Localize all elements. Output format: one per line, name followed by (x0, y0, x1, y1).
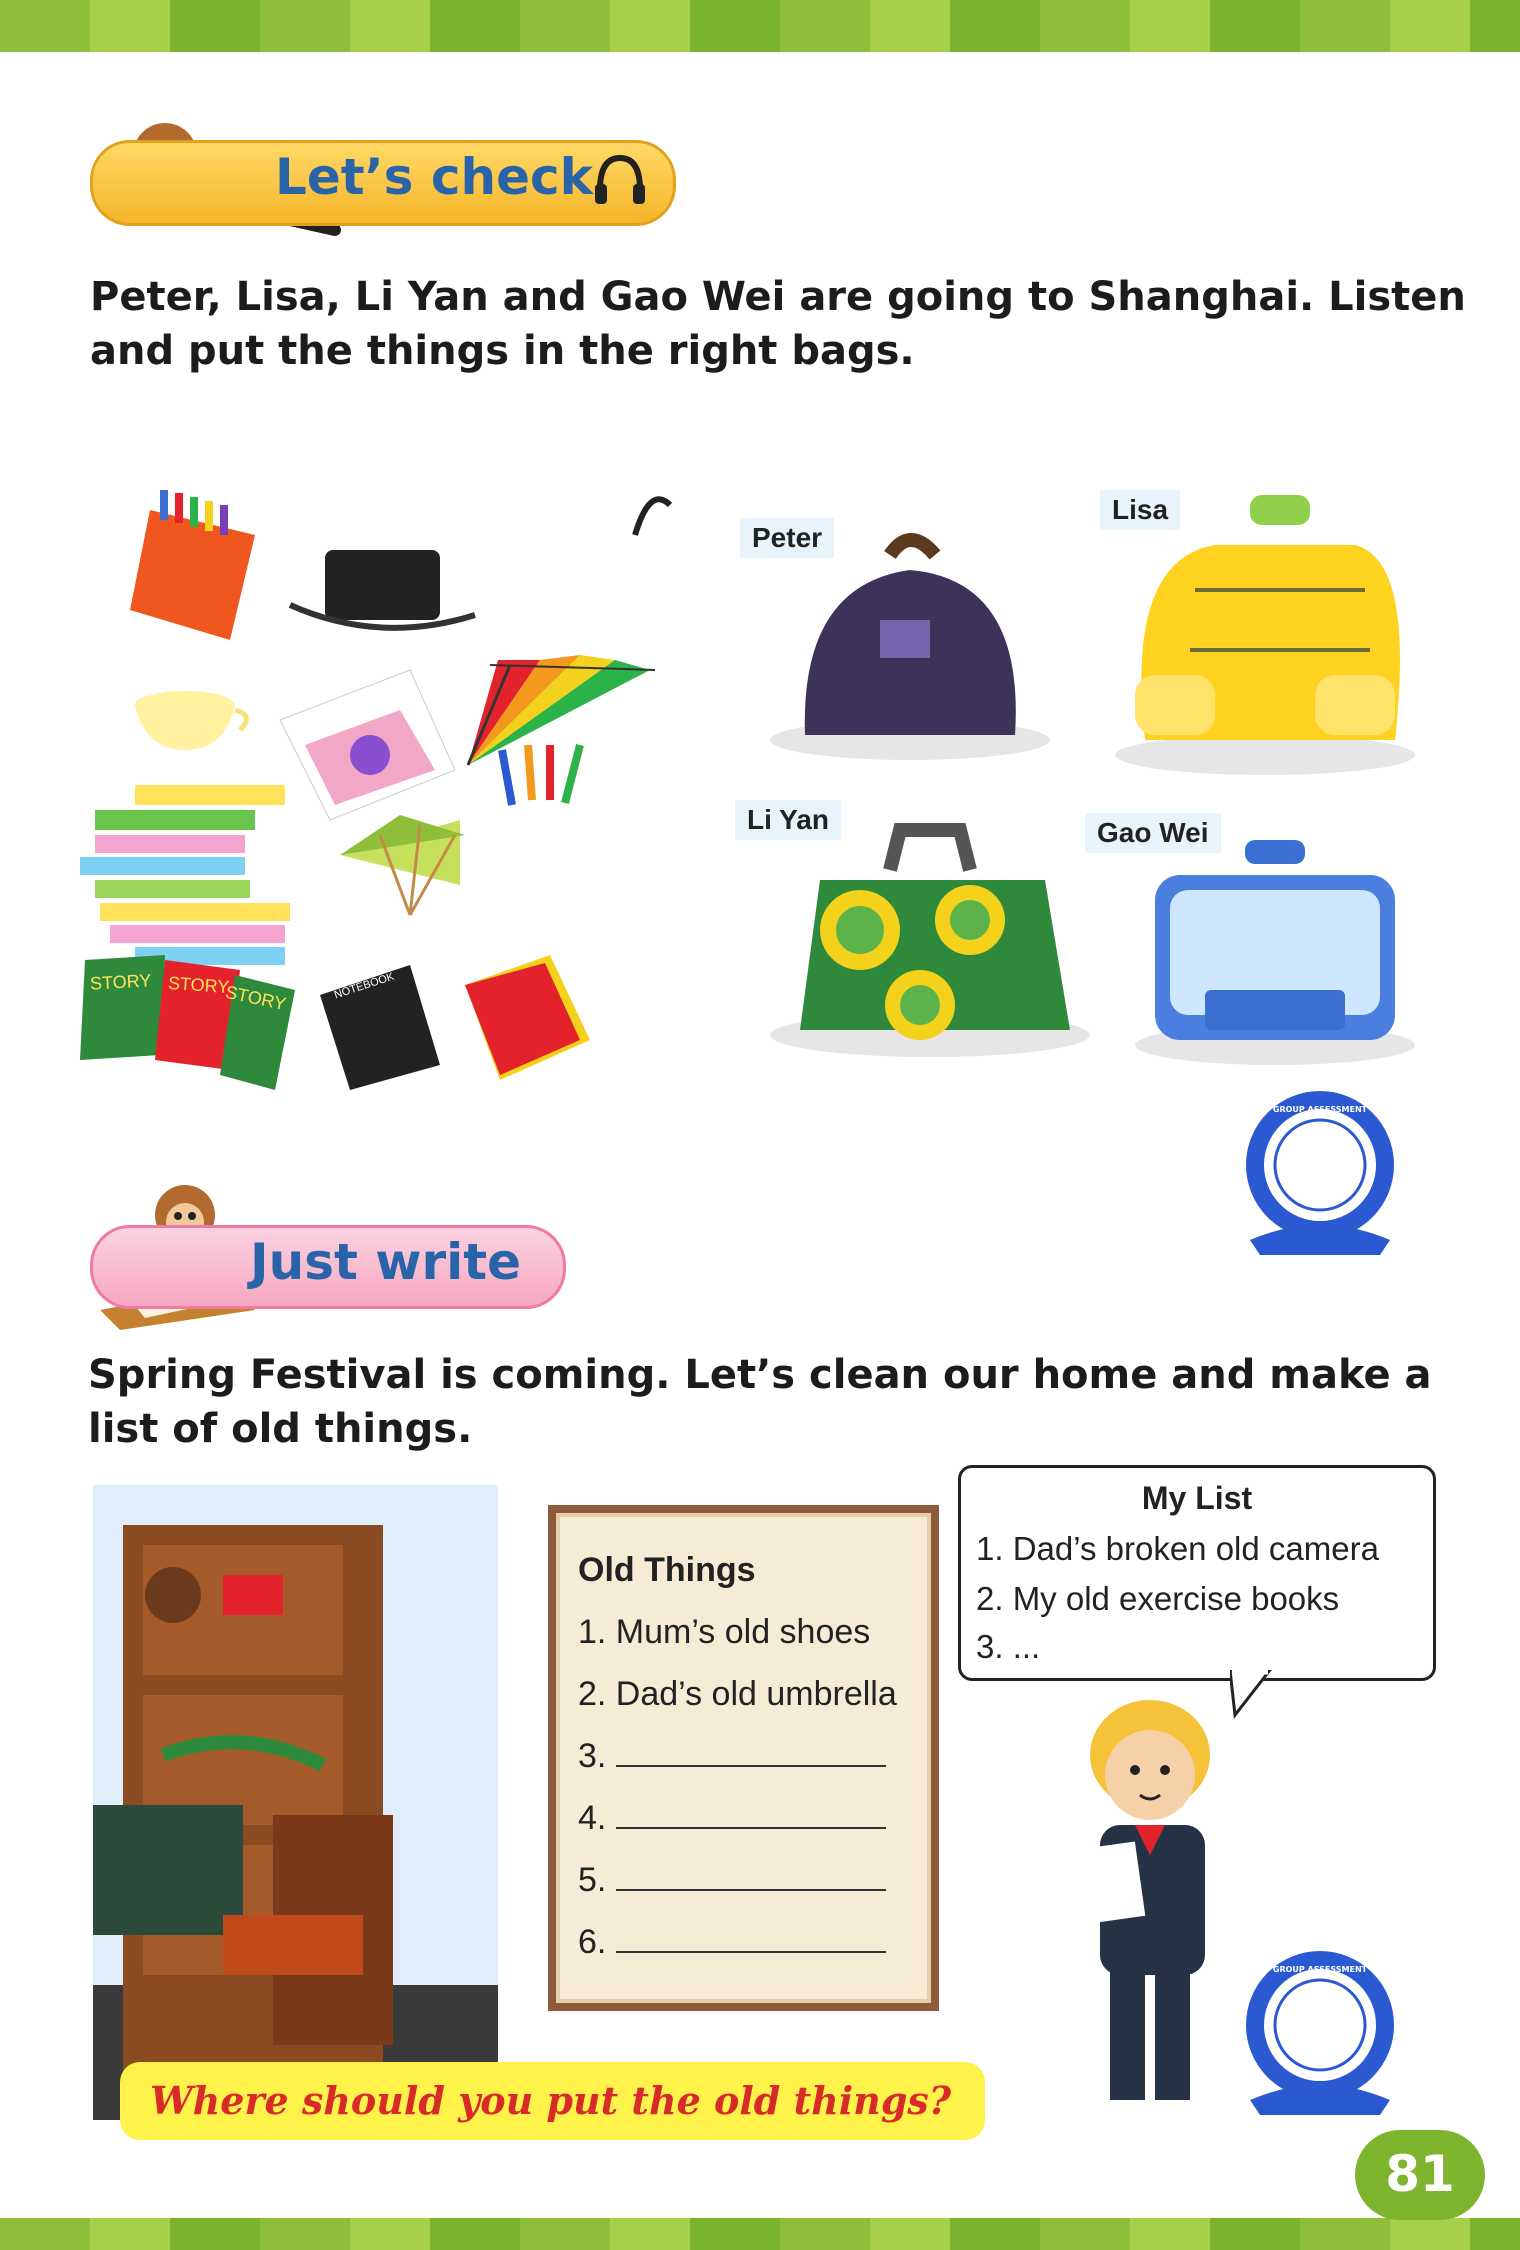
fan-icon (340, 815, 465, 915)
bag-label-lisa: Lisa (1100, 490, 1180, 530)
bag-label-gaowei: Gao Wei (1085, 813, 1221, 853)
question-text: Where should you put the old things? (150, 2078, 952, 2123)
old-things-item-4 (578, 1799, 886, 1838)
old-things-item-6-number: 6. (578, 1923, 607, 1961)
notebook-label: NOTEBOOK (332, 970, 396, 1002)
my-list-item-2: 2. My old exercise books (976, 1580, 1340, 1617)
cup-icon (135, 691, 246, 750)
old-things-blank-3[interactable] (616, 1737, 886, 1767)
old-things-item-5-number: 5. (578, 1861, 607, 1899)
old-things-item-3 (578, 1737, 886, 1776)
comic-book-icon (280, 670, 455, 820)
old-things-item-5 (578, 1861, 886, 1900)
group-assessment-stamp-icon (1240, 1090, 1400, 1260)
story-label-1: STORY (89, 970, 152, 994)
cabinet-scene-illustration (93, 1485, 498, 2120)
camera-icon (290, 550, 475, 628)
gaowei-bag-icon (1125, 830, 1425, 1070)
bag-label-liyan: Li Yan (735, 800, 841, 840)
old-things-title: Old Things (578, 1551, 756, 1589)
pens-icon (502, 745, 580, 805)
umbrella-icon (468, 499, 670, 765)
old-things-item-6 (578, 1923, 886, 1962)
section2-instructions (88, 1348, 1488, 1456)
old-things-panel (548, 1505, 939, 2011)
old-things-item-2: 2. Dad’s old umbrella (578, 1675, 897, 1713)
page-number: 81 (1385, 2145, 1455, 2203)
lets-check-title: Let’s check (275, 148, 593, 206)
old-things-item-3-number: 3. (578, 1737, 607, 1775)
section1-instructions-line2: and put the things in the right bags. (90, 328, 915, 374)
crayon-box-icon (130, 490, 255, 640)
group-assessment-stamp-icon-2 (1240, 1950, 1400, 2120)
my-list-item-1: 1. Dad’s broken old camera (976, 1530, 1379, 1567)
exercise-books-icon (80, 785, 290, 965)
group-assessment-stamp-label: GROUP ASSESSMENT (1272, 1105, 1368, 1114)
group-assessment-stamp-label-2: GROUP ASSESSMENT (1272, 1965, 1368, 1974)
old-things-item-1: 1. Mum’s old shoes (578, 1613, 871, 1651)
section2-instructions-line1: Spring Festival is coming. Let’s clean our home and make a (88, 1352, 1432, 1398)
section1-instructions (90, 270, 1470, 378)
liyan-bag-icon (760, 820, 1100, 1065)
footer-band (0, 2218, 1520, 2250)
header-band (0, 0, 1520, 52)
old-things-item-4-number: 4. (578, 1799, 607, 1837)
just-write-title: Just write (250, 1233, 522, 1291)
peter-bag-icon (760, 525, 1060, 765)
story-label-3: STORY (223, 981, 288, 1015)
red-book-icon (465, 955, 590, 1080)
old-things-blank-4[interactable] (616, 1799, 886, 1829)
my-list-title: My List (1141, 1480, 1253, 1516)
my-list-speech-bubble (958, 1465, 1436, 1681)
headphones-icon (590, 150, 650, 210)
old-things-blank-5[interactable] (616, 1861, 886, 1891)
lisa-bag-icon (1105, 490, 1425, 780)
boy-reading-list-illustration (1055, 1680, 1245, 2110)
section1-instructions-line1: Peter, Lisa, Li Yan and Gao Wei are going to Shanghai. Listen (90, 274, 1466, 320)
my-list-item-3: 3. ... (976, 1628, 1041, 1665)
old-things-blank-6[interactable] (616, 1923, 886, 1953)
bag-label-peter: Peter (740, 518, 834, 558)
section2-instructions-line2: list of old things. (88, 1406, 473, 1452)
story-label-2: STORY (167, 972, 231, 998)
